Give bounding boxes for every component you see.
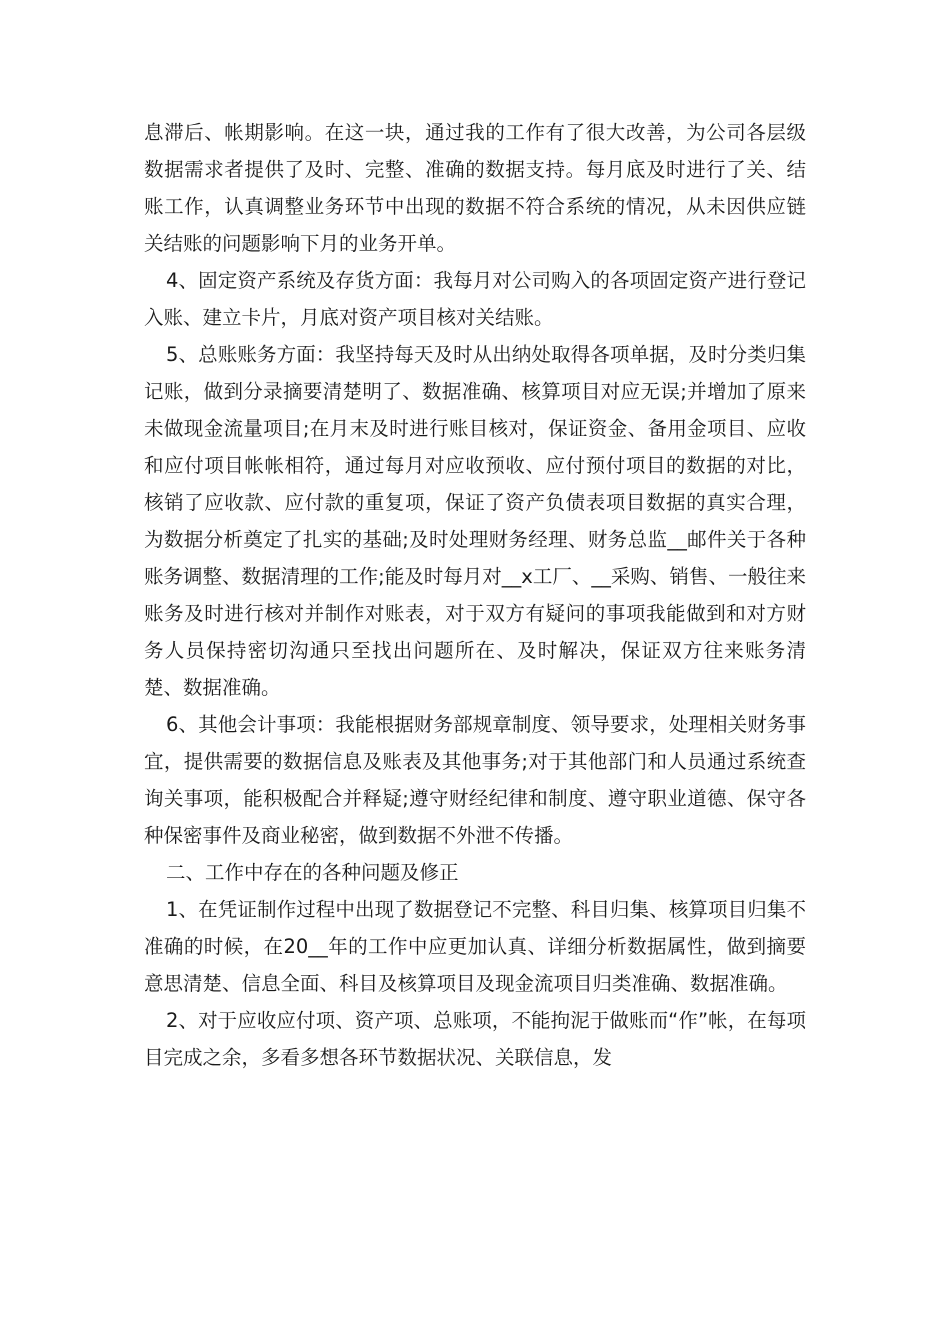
section-heading-problems: 二、工作中存在的各种问题及修正	[166, 861, 459, 884]
paragraph-voucher-issues: 1、在凭证制作过程中出现了数据登记不完整、科目归集、核算项目归集不准确的时候，在20__年的工作中应更加认真、详细分析数据属性，做到摘要意思清楚、信息全面、科目及核算项目及现金流项目归类准确、数据准确。	[144, 898, 806, 995]
paragraph-general-ledger: 5、总账账务方面：我坚持每天及时从出纳处取得各项单据，及时分类归集记账，做到分录摘要清楚明了、数据准确、核算项目对应无误;并增加了原来未做现金流量项目;在月末及时进行账目核对，保证资金、备用金项目、应收和应付项目帐帐相符，通过每月对应收预收、应付预付项目的数据的对比，核销了应收款、应付款的重复项，保证了资产负债表项目数据的真实合理，为数据分析奠定了扎实的基础;及时处理财务经理、财务总监__邮件关于各种账务调整、数据清理的工作;能及时每月对__x工厂、__采购、销售、一般往来账务及时进行核对并制作对账表，对于双方有疑问的事项我能做到和对方财务人员保持密切沟通只至找出问题所在、及时解决，保证双方往来账务清楚、数据准确。	[144, 343, 806, 699]
document-body	[144, 114, 806, 1076]
paragraph-continuation: 息滞后、帐期影响。在这一块，通过我的工作有了很大改善，为公司各层级数据需求者提供了及时、完整、准确的数据支持。每月底及时进行了关、结账工作，认真调整业务环节中出现的数据不符合系统的情况，从未因供应链关结账的问题影响下月的业务开单。	[144, 121, 806, 255]
paragraph-other-accounting: 6、其他会计事项：我能根据财务部规章制度、领导要求，处理相关财务事宜，提供需要的数据信息及账表及其他事务;对于其他部门和人员通过系统查询关事项，能积极配合并释疑;遵守财经纪律和制度、遵守职业道德、保守各种保密事件及商业秘密，做到数据不外泄不传播。	[144, 713, 806, 847]
paragraph-fixed-assets: 4、固定资产系统及存货方面：我每月对公司购入的各项固定资产进行登记入账、建立卡片，月底对资产项目核对关结账。	[144, 269, 806, 329]
paragraph-receivables-issues: 2、对于应收应付项、资产项、总账项，不能拘泥于做账而“作”帐，在每项目完成之余，多看多想各环节数据状况、关联信息，发	[144, 1009, 806, 1069]
